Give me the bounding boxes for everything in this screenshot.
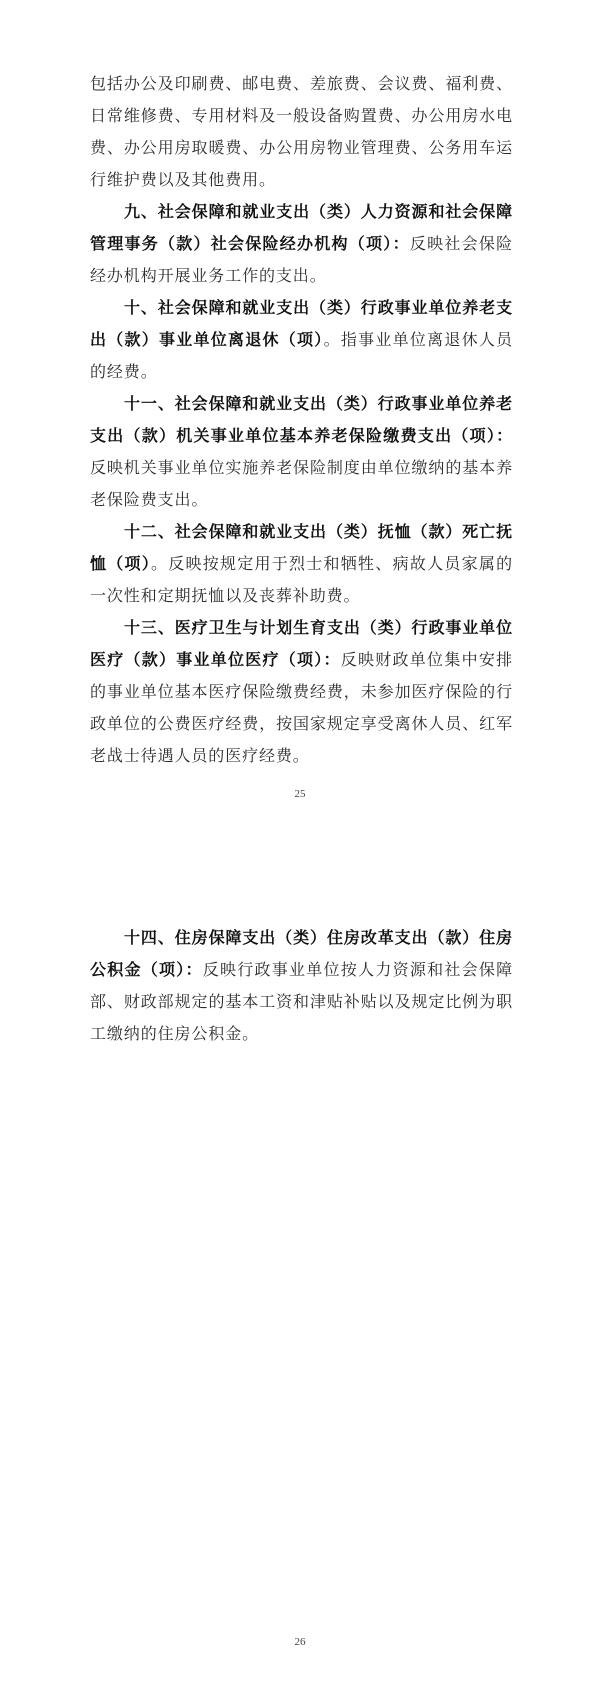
paragraph-item-10 [90, 292, 513, 388]
paragraph-body: 反映社会保险经办机构开展业务工作的支出。 [90, 234, 513, 285]
paragraph-heading: 十一、社会保障和就业支出（类）行政事业单位养老支出（款）机关事业单位基本养老保险缴费支出（项）： [90, 394, 513, 445]
paragraph-heading: 十四、住房保障支出（类）住房改革支出（款）住房公积金（项）： [90, 928, 513, 979]
paragraph-body: 。指事业单位离退休人员的经费。 [90, 330, 513, 381]
paragraph-heading: 十三、医疗卫生与计划生育支出（类）行政事业单位医疗（款）事业单位医疗（项）： [90, 618, 513, 669]
page-25-text [90, 68, 513, 772]
paragraph-heading: 九、社会保障和就业支出（类）人力资源和社会保障管理事务（款）社会保险经办机构（项）： [90, 202, 513, 253]
paragraph-item-14 [90, 922, 513, 1050]
paragraph-body: 包括办公及印刷费、邮电费、差旅费、会议费、福利费、日常维修费、专用材料及一般设备购置费、办公用房水电费、办公用房取暖费、办公用房物业管理费、公务用车运行维护费以及其他费用。 [90, 74, 513, 189]
paragraph-continuation [90, 68, 513, 196]
paragraph-item-13 [90, 612, 513, 772]
paragraph-item-9 [90, 196, 513, 292]
paragraph-heading: 十二、社会保障和就业支出（类）抚恤（款）死亡抚恤（项） [90, 522, 513, 573]
paragraph-heading: 十、社会保障和就业支出（类）行政事业单位养老支出（款）事业单位离退休（项） [90, 298, 513, 349]
page-26-text [90, 922, 513, 1050]
paragraph-body: 。反映按规定用于烈士和牺牲、病故人员家属的一次性和定期抚恤以及丧葬补助费。 [90, 554, 513, 605]
page-number: 25 [294, 788, 306, 800]
page-number: 26 [294, 1636, 306, 1648]
paragraph-body: 反映机关事业单位实施养老保险制度由单位缴纳的基本养老保险费支出。 [90, 458, 513, 509]
paragraph-item-11 [90, 388, 513, 516]
paragraph-item-12 [90, 516, 513, 612]
paragraph-body: 反映行政事业单位按人力资源和社会保障部、财政部规定的基本工资和津贴补贴以及规定比例为职工缴纳的住房公积金。 [90, 960, 513, 1043]
paragraph-body: 反映财政单位集中安排的事业单位基本医疗保险缴费经费，未参加医疗保险的行政单位的公费医疗经费，按国家规定享受离休人员、红军老战士待遇人员的医疗经费。 [90, 650, 513, 765]
page-break [0, 849, 600, 850]
